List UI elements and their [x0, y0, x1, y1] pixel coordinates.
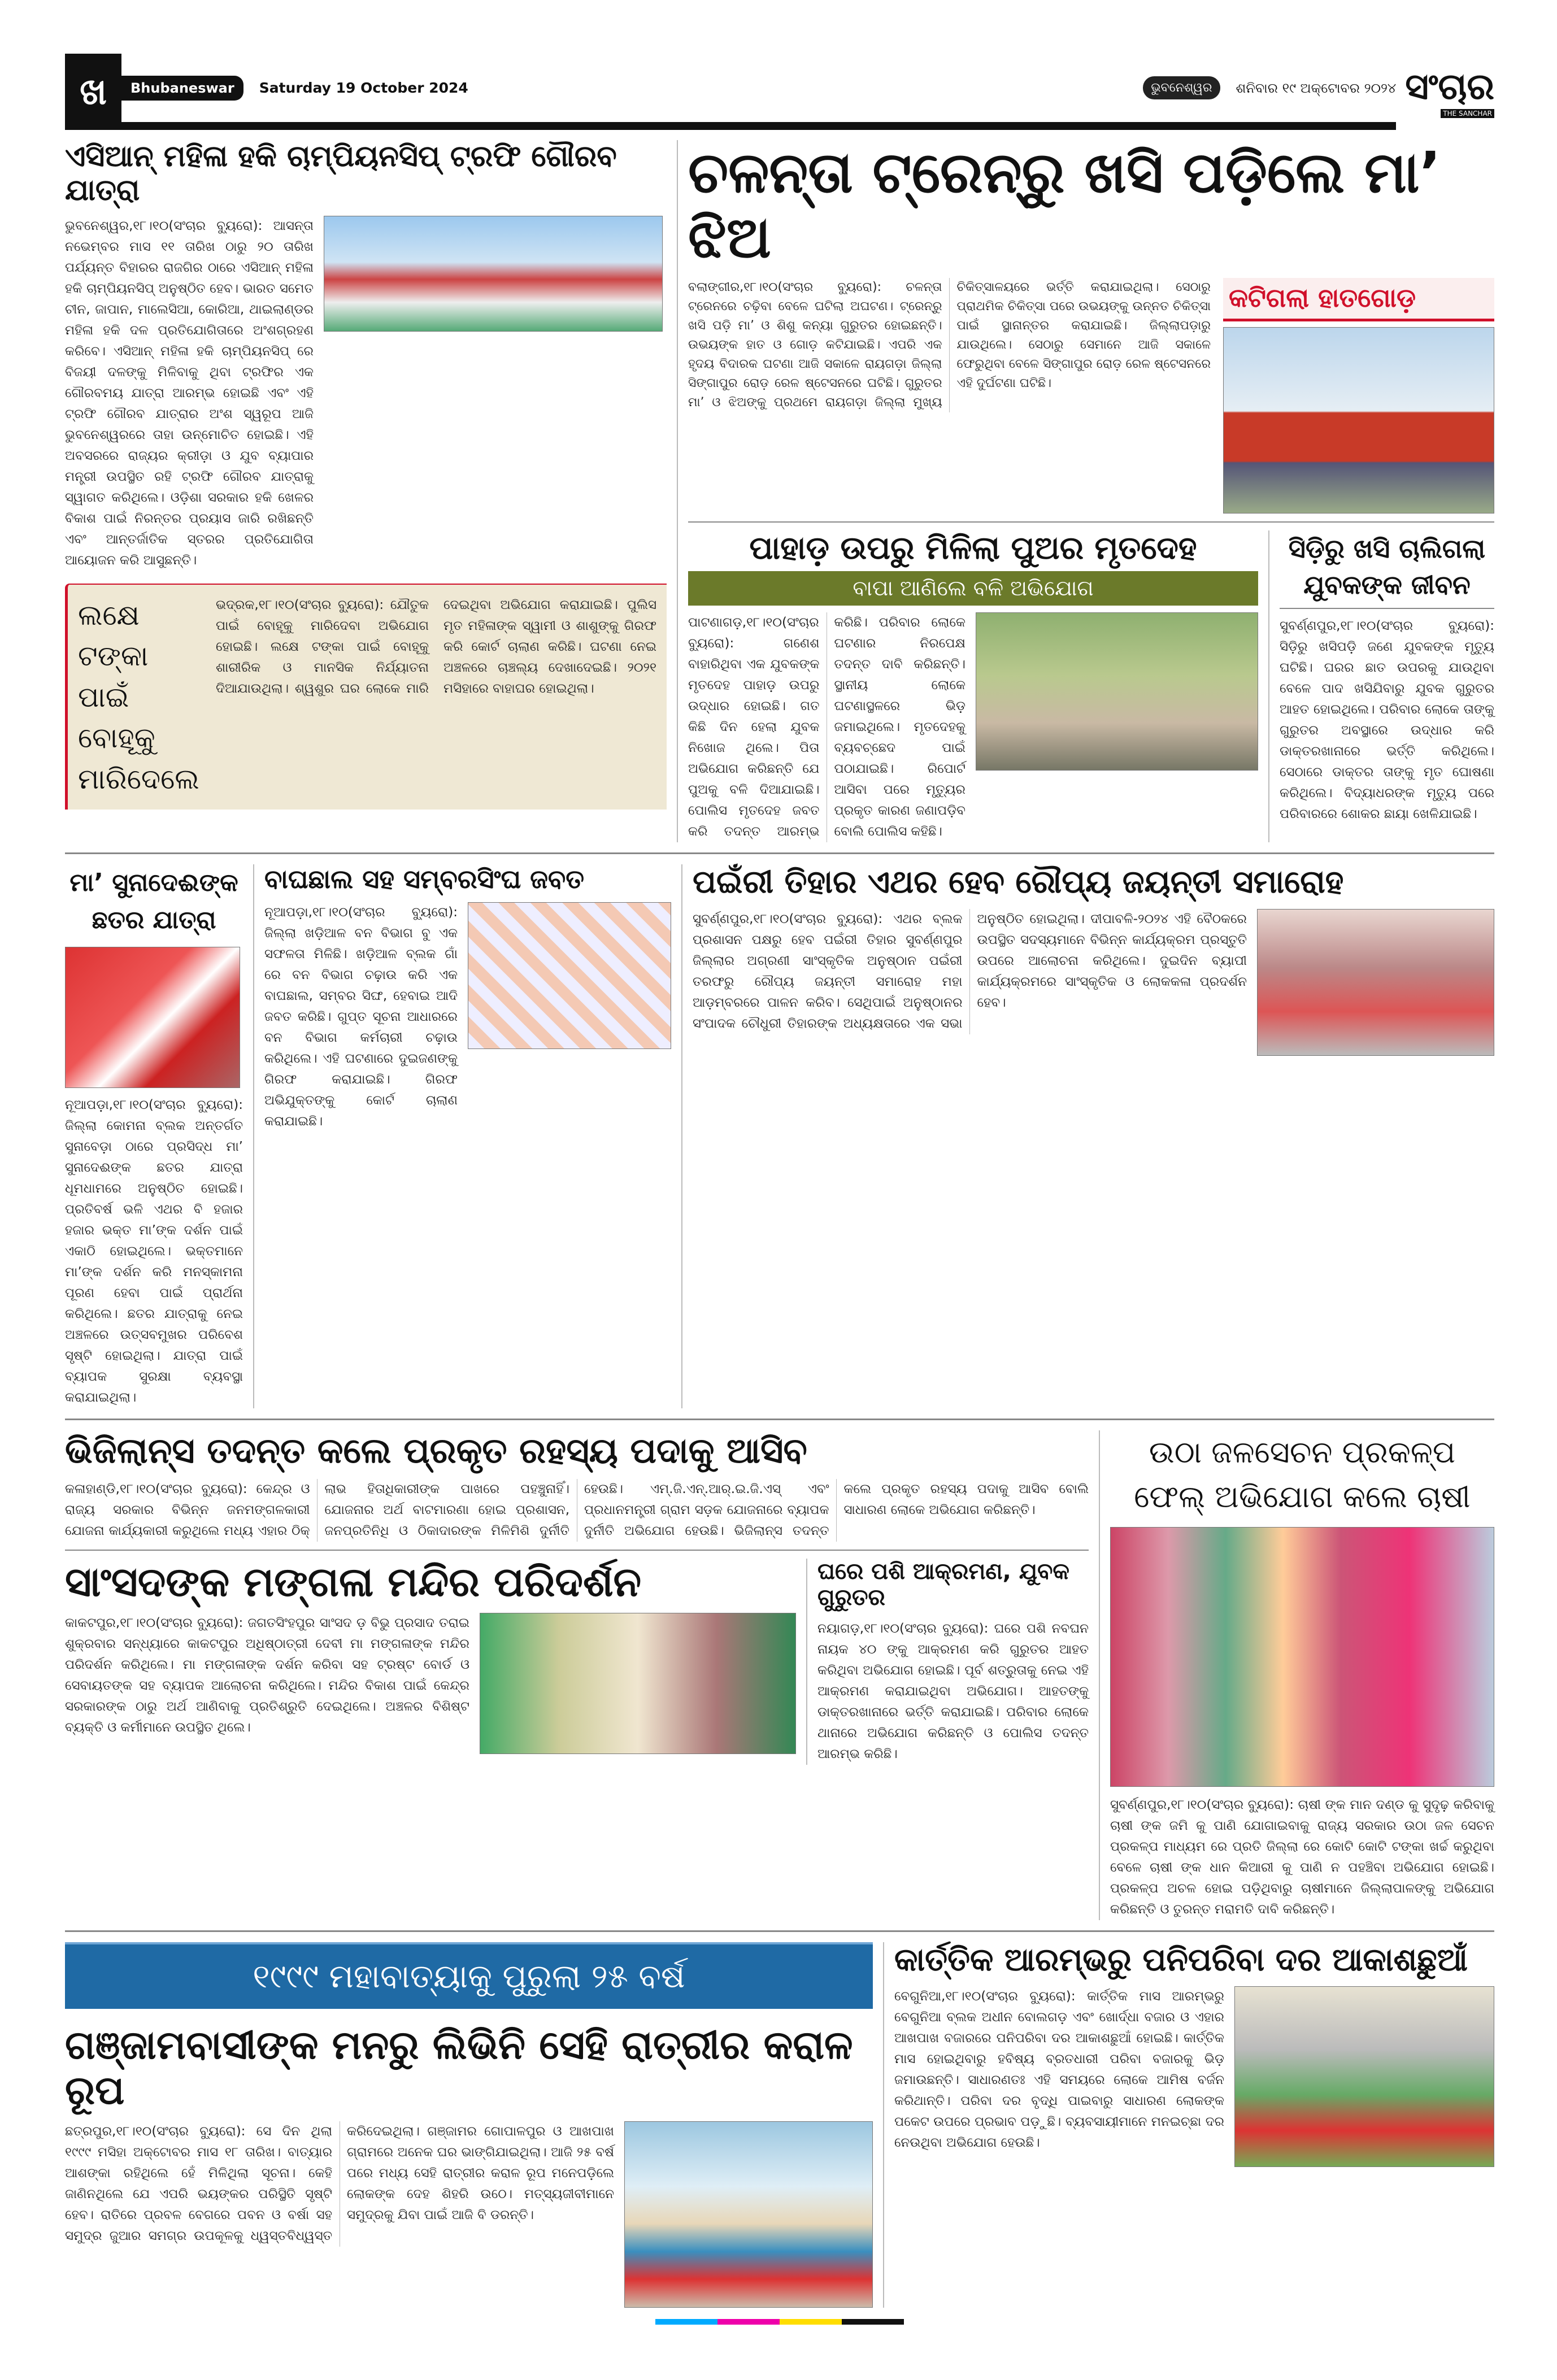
article-lift-irrigation	[1099, 1430, 1494, 1920]
hockey-team-photo	[324, 216, 663, 332]
left-column	[65, 140, 667, 810]
section-divider	[65, 852, 1494, 854]
date-label-odia: ଶନିବାର ୧୯ ଅକ୍ଟୋବର ୨୦୨୪	[1236, 80, 1397, 96]
article-body-on-hill	[688, 530, 1258, 842]
headline: ପଇଁରୀ ତିହାର ଏଥର ହେବ ରୌପ୍ୟ ଜୟନ୍ତୀ ସମାରୋହ	[693, 864, 1344, 901]
masthead-main	[121, 54, 1396, 130]
masthead-rule	[121, 122, 1396, 130]
headline: ଗଞ୍ଜାମବାସୀଙ୍କ ମନରୁ ଲିଭିନି ସେହି ରାତ୍ରୀର କରାଳ ରୂପ	[65, 2021, 853, 2114]
article-body: ପାଟଣାଗଡ଼,୧୮।୧୦(ସଂଚାର ବ୍ୟୁରୋ): ଗଣେଶ ବାହାରିଥିବା ଏକ ଯୁବକଙ୍କ ମୃତଦେହ ପାହାଡ଼ ଉପରୁ ଉଦ୍ଧାର ହୋଇଛି। ଗତ କିଛି ଦିନ ହେଲା ଯୁବକ ନିଖୋଜ ଥିଲେ। ପିତା ଅଭିଯୋଗ କରିଛନ୍ତି ଯେ ପୁଅକୁ ବଳି ଦିଆଯାଇଛି। ପୋଲିସ ମୃତଦେହ ଜବତ କରି ତଦନ୍ତ ଆରମ୍ଭ କରିଛି। ପରିବାର ଲୋକେ ଘଟଣାର ନିରପେକ୍ଷ ତଦନ୍ତ ଦାବି କରିଛନ୍ତି। ସ୍ଥାନୀୟ ଲୋକେ ଘଟଣାସ୍ଥଳରେ ଭିଡ଼ ଜମାଇଥିଲେ। ମୃତଦେହକୁ ବ୍ୟବଚ୍ଛେଦ ପାଇଁ ପଠାଯାଇଛି। ରିପୋର୍ଟ ଆସିବା ପରେ ମୃତ୍ୟୁର ପ୍ରକୃତ କାରଣ ଜଣାପଡ଼ିବ ବୋଲି ପୋଲିସ କହିଛି।	[688, 615, 965, 839]
headline: ପାହାଡ଼ ଉପରୁ ମିଳିଲା ପୁଅର ମୃତଦେହ	[749, 530, 1197, 567]
article-body: ସୁବର୍ଣ୍ଣପୁର,୧୮।୧୦(ସଂଚାର ବ୍ୟୁରୋ): ସିଡ଼ିରୁ ଖସିପଡ଼ି ଜଣେ ଯୁବକଙ୍କ ମୃତ୍ୟୁ ଘଟିଛି। ଘରର ଛାତ ଉପରକୁ ଯାଉଥିବା ବେଳେ ପାଦ ଖସିଯିବାରୁ ଯୁବକ ଗୁରୁତର ଆହତ ହୋଇଥିଲେ। ପରିବାର ଲୋକେ ତାଙ୍କୁ ଗୁରୁତର ଅବସ୍ଥାରେ ଉଦ୍ଧାର କରି ଡାକ୍ତରଖାନାରେ ଭର୍ତ୍ତି କରିଥିଲେ। ସେଠାରେ ଡାକ୍ତର ତାଙ୍କୁ ମୃତ ଘୋଷଣା କରିଥିଲେ। ବିଦ୍ୟାଧରଙ୍କ ମୃତ୍ୟୁ ପରେ ପରିବାରରେ ଶୋକର ଛାୟା ଖେଳିଯାଇଛି।	[1280, 618, 1494, 821]
newspaper-logo: ସଂଚାର	[1405, 66, 1494, 108]
article-dowry-murder	[65, 584, 667, 810]
city-label-odia: ଭୁବନେଶ୍ୱର	[1143, 76, 1220, 99]
lower-left-column	[65, 1430, 1089, 1764]
crowd-photo	[976, 612, 1258, 771]
article-tiger-skin-seized	[253, 864, 671, 1408]
logo-block	[1396, 54, 1494, 130]
article-vegetable-prices	[883, 1942, 1494, 2308]
article-body: କଳାହାଣ୍ଡି,୧୮।୧୦(ସଂଚାର ବ୍ୟୁରୋ): କେନ୍ଦ୍ର ଓ ରାଜ୍ୟ ସରକାର ବିଭିନ୍ନ ଜନମଙ୍ଗଳକାରୀ ଯୋଜନା କାର୍ଯ୍ୟକାରୀ କରୁଥିଲେ ମଧ୍ୟ ଏହାର ଠିକ୍ ଲାଭ ହିତାଧିକାରୀଙ୍କ ପାଖରେ ପହଞ୍ଚୁନାହିଁ। ଯୋଜନାର ଅର୍ଥ ବାଟମାରଣା ହୋଇ ପ୍ରଶାସନ, ଜନପ୍ରତିନିଧି ଓ ଠିକାଦାରଙ୍କ ମିଳିମିଶି ଦୁର୍ନୀତି ହେଉଛି। ଏମ୍.ଜି.ଏନ୍.ଆର୍.ଇ.ଜି.ଏସ୍ ଏବଂ ପ୍ରଧାନମନ୍ତ୍ରୀ ଗ୍ରାମ ସଡ଼କ ଯୋଜନାରେ ବ୍ୟାପକ ଦୁର୍ନୀତି ଅଭିଯୋଗ ହେଉଛି। ଭିଜିଲାନ୍ସ ତଦନ୍ତ କଲେ ପ୍ରକୃତ ରହସ୍ୟ ପଦାକୁ ଆସିବ ବୋଲି ସାଧାରଣ ଲୋକେ ଅଭିଯୋଗ କରିଛନ୍ତି।	[65, 1481, 1089, 1538]
article-house-attack	[806, 1559, 1089, 1765]
article-ganjam-cyclone	[65, 1942, 873, 2308]
farmers-photo	[1110, 1527, 1494, 1787]
article-body: ନୂଆପଡ଼ା,୧୮।୧୦(ସଂଚାର ବ୍ୟୁରୋ): ଜିଲ୍ଲା କୋମନା ବ୍ଲକ ଅନ୍ତର୍ଗତ ସୁନାବେଡ଼ା ଠାରେ ପ୍ରସିଦ୍ଧ ମା’ ସୁନାଦେଈଙ୍କ ଛତର ଯାତ୍ରା ଧୂମଧାମରେ ଅନୁଷ୍ଠିତ ହୋଇଛି। ପ୍ରତିବର୍ଷ ଭଳି ଏଥର ବି ହଜାର ହଜାର ଭକ୍ତ ମା’ଙ୍କ ଦର୍ଶନ ପାଇଁ ଏକାଠି ହୋଇଥିଲେ। ଭକ୍ତମାନେ ମା’ଙ୍କ ଦର୍ଶନ କରି ମନସ୍କାମନା ପୂରଣ ହେବା ପାଇଁ ପ୍ରାର୍ଥନା କରିଥିଲେ। ଛତର ଯାତ୍ରାକୁ ନେଇ ଅଞ୍ଚଳରେ ଉତ୍ସବମୁଖର ପରିବେଶ ସୃଷ୍ଟି ହୋଇଥିଲା। ଯାତ୍ରା ପାଇଁ ବ୍ୟାପକ ସୁରକ୍ଷା ବ୍ୟବସ୍ଥା କରାଯାଇଥିଲା।	[65, 1098, 243, 1406]
temple-visit-photo	[480, 1613, 796, 1754]
right-column	[677, 140, 1494, 842]
article-body: ଛତ୍ରପୁର,୧୮।୧୦(ସଂଚାର ବ୍ୟୁରୋ): ସେ ଦିନ ଥିଲା ୧୯୯୯ ମସିହା ଅକ୍ଟୋବର ମାସ ୧୮ ତାରିଖ। ବାତ୍ୟାର ଆଶଙ୍କା ରହିଥିଲେ ହେଁ ମିଳିଥିଲା ସୂଚନା। କେହି ଜାଣିନଥିଲେ ଯେ ଏପରି ଭୟଙ୍କର ପରିସ୍ଥିତି ସୃଷ୍ଟି ହେବ। ରାତିରେ ପ୍ରବଳ ବେଗରେ ପବନ ଓ ବର୍ଷା ସହ ସମୁଦ୍ର ଜୁଆର ସମଗ୍ର ଉପକୂଳକୁ ଧ୍ୱସ୍ତବିଧ୍ୱସ୍ତ କରିଦେଇଥିଲା। ଗଞ୍ଜାମର ଗୋପାଳପୁର ଓ ଆଖପାଖ ଗ୍ରାମରେ ଅନେକ ଘର ଭାଙ୍ଗିଯାଇଥିଲା। ଆଜି ୨୫ ବର୍ଷ ପରେ ମଧ୍ୟ ସେହି ରାତ୍ରୀର କରାଳ ରୂପ ମନେପଡ଼ିଲେ ଲୋକଙ୍କ ଦେହ ଶିହରି ଉଠେ। ମତ୍ସ୍ୟଜୀବୀମାନେ ସମୁଦ୍ରକୁ ଯିବା ପାଇଁ ଆଜି ବି ଡରନ୍ତି।	[65, 2124, 614, 2243]
date-label: Saturday 19 October 2024	[259, 80, 468, 96]
section-lower	[65, 1430, 1494, 1920]
print-registration-bar	[655, 2319, 904, 2325]
article-painri-jubilee	[681, 864, 1494, 1408]
article-body: ବଲାଙ୍ଗୀର,୧୮।୧୦(ସଂଚାର ବ୍ୟୁରୋ): ଚଳନ୍ତା ଟ୍ରେନରେ ଚଢ଼ିବା ବେଳେ ଘଟିଲା ଅଘଟଣ। ଟ୍ରେନ୍‌ରୁ ଖସି ପଡ଼ି ମା’ ଓ ଶିଶୁ କନ୍ୟା ଗୁରୁତର ହୋଇଛନ୍ତି। ଉଭୟଙ୍କ ହାତ ଓ ଗୋଡ଼ କଟିଯାଇଛି। ଏପରି ଏକ ହୃଦୟ ବିଦାରକ ଘଟଣା ଆଜି ସକାଳେ ରାୟଗଡ଼ା ଜିଲ୍ଲା ସିଙ୍ଗାପୁର ରୋଡ଼ ରେଳ ଷ୍ଟେସନରେ ଘଟିଛି। ଗୁରୁତର ମା’ ଓ ଝିଅଙ୍କୁ ପ୍ରଥମେ ରାୟଗଡ଼ା ଜିଲ୍ଲା ମୁଖ୍ୟ ଚିକିତ୍ସାଳୟରେ ଭର୍ତ୍ତି କରାଯାଇଥିଲା। ସେଠାରୁ ପ୍ରାଥମିକ ଚିକିତ୍ସା ପରେ ଉଭୟଙ୍କୁ ଉନ୍ନତ ଚିକିତ୍ସା ପାଇଁ ସ୍ଥାନାନ୍ତର କରାଯାଇଛି। ଜିଲ୍ଲାପଡ଼ାରୁ ଯାଉଥିଲେ। ସେଠାରୁ ସେମାନେ ଆଜି ସକାଳେ ଫେରୁଥିବା ବେଳେ ସିଙ୍ଗାପୁର ରୋଡ଼ ରେଳ ଷ୍ଟେସନରେ ଏହି ଦୁର୍ଘଟଣା ଘଟିଛି।	[688, 280, 1211, 410]
article-body: ବେଗୁନିଆ,୧୮।୧୦(ସଂଚାର ବ୍ୟୁରୋ): କାର୍ତ୍ତିକ ମାସ ଆରମ୍ଭରୁ ବେଗୁନିଆ ବ୍ଲକ ଅଧୀନ ବୋଲଗଡ଼ ଏବଂ ଖୋର୍ଦ୍ଧା ବଜାର ଓ ଏହାର ଆଖପାଖ ବଜାରରେ ପନିପରିବା ଦର ଆକାଶଛୁଆଁ ହୋଇଛି। କାର୍ତ୍ତିକ ମାସ ହୋଇଥିବାରୁ ହବିଷ୍ୟ ବ୍ରତଧାରୀ ପରିବା ବଜାରକୁ ଭିଡ଼ ଜମାଉଛନ୍ତି। ସାଧାରଣତଃ ଏହି ସମୟରେ ଲୋକେ ଆମିଷ ବର୍ଜନ କରିଥାନ୍ତି। ପରିବା ଦର ବୃଦ୍ଧି ପାଇବାରୁ ସାଧାରଣ ଲୋକଙ୍କ ପକେଟ ଉପରେ ପ୍ରଭାବ ପଡ଼ୁଛି। ବ୍ୟବସାୟୀମାନେ ମନଇଚ୍ଛା ଦର ନେଉଥିବା ଅଭିଯୋଗ ହେଉଛି।	[894, 1989, 1224, 2151]
headline: ଏସିଆନ୍ ମହିଳା ହକି ଚାମ୍ପିୟନସିପ୍ ଟ୍ରଫି ଗୌରବ ଯାତ୍ରା	[65, 140, 617, 207]
article-body: ନୂଆପଡ଼ା,୧୮।୧୦(ସଂଚାର ବ୍ୟୁରୋ): ଜିଲ୍ଲା ଖଡ଼ିଆଳ ବନ ବିଭାଗ ବୁ ଏକ ସଫଳତା ମିଳିଛି। ଖଡ଼ିଆଳ ବ୍ଲକ ଗାଁ ରେ ବନ ବିଭାଗ ଚଢ଼ାଉ କରି ଏକ ବାଘଛାଲ, ସମ୍ବର ସିଙ୍ଘ, ହେବାଇ ଆଦି ଜବତ କରିଛି। ଗୁପ୍ତ ସୂଚନା ଆଧାରରେ ବନ ବିଭାଗ କର୍ମଚାରୀ ଚଢ଼ାଉ କରିଥିଲେ। ଏହି ଘଟଣାରେ ଦୁଇଜଣଙ୍କୁ ଗିରଫ କରାଯାଇଛି। ଗିରଫ ଅଭିଯୁକ୍ତଙ୍କୁ କୋର୍ଟ ଚାଲାଣ କରାଯାଇଛି।	[264, 905, 458, 1129]
section-top	[65, 140, 1494, 842]
article-body: ସୁବର୍ଣ୍ଣପୁର,୧୮।୧୦(ସଂଚାର ବ୍ୟୁରୋ): ଏଥର ବ୍ଲକ ପ୍ରଶାସନ ପକ୍ଷରୁ ହେବ ପଇଁରୀ ତିହାର ସୁବର୍ଣ୍ଣପୁର ଜିଲ୍ଲାର ଅଗ୍ରଣୀ ସାଂସ୍କୃତିକ ଅନୁଷ୍ଠାନ ପଇଁରୀ ତରଫରୁ ରୌପ୍ୟ ଜୟନ୍ତୀ ସମାରୋହ ମହା ଆଡ଼ମ୍ବରରେ ପାଳନ କରିବ। ସେଥିପାଇଁ ଅନୁଷ୍ଠାନର ସଂପାଦକ ଚୌଧୁରୀ ତିହାରଙ୍କ ଅଧ୍ୟକ୍ଷତାରେ ଏକ ସଭା ଅନୁଷ୍ଠିତ ହୋଇଥିଲା। ଦୀପାବଳି-୨୦୨୪ ଏହି ବୈଠକରେ ଉପସ୍ଥିତ ସଦସ୍ୟମାନେ ବିଭିନ୍ନ କାର୍ଯ୍ୟକ୍ରମ ପ୍ରସ୍ତୁତି ଉପରେ ଆଲୋଚନା କରିଥିଲେ। ଦୁଇଦିନ ବ୍ୟାପୀ କାର୍ଯ୍ୟକ୍ରମରେ ସାଂସ୍କୃତିକ ଓ ଲୋକକଳା ପ୍ରଦର୍ଶନ ହେବ।	[693, 911, 1247, 1031]
headline: ସିଡ଼ିରୁ ଖସି ଚାଲିଗଲା ଯୁବକଙ୍କ ଜୀବନ	[1280, 530, 1494, 609]
page-letter-block	[65, 54, 121, 130]
article-sunadei-yatra	[65, 864, 243, 1408]
headline: ଘରେ ପଶି ଆକ୍ରମଣ, ଯୁବକ ଗୁରୁତର	[817, 1558, 1069, 1611]
headline: ଭିଜିଲାନ୍ସ ତଦନ୍ତ କଲେ ପ୍ରକୃତ ରହସ୍ୟ ପଦାକୁ ଆସିବ	[65, 1430, 807, 1472]
article-stair-fall	[1268, 530, 1494, 842]
vegetable-market-photo	[1234, 1986, 1494, 2167]
headline: ବାଘଛାଲ ସହ ସମ୍ବରସିଂଘ ଜବତ	[264, 864, 585, 895]
article-body: ନୟାଗଡ଼,୧୮।୧୦(ସଂଚାର ବ୍ୟୁରୋ): ଘରେ ପଶି ନବଘନ ନାୟକ ୪୦ ଙ୍କୁ ଆକ୍ରମଣ କରି ଗୁରୁତର ଆହତ କରିଥିବା ଅଭିଯୋଗ ହୋଇଛି। ପୂର୍ବ ଶତ୍ରୁତାକୁ ନେଇ ଏହି ଆକ୍ରମଣ କରାଯାଇଥିବା ଅଭିଯୋଗ। ଆହତଙ୍କୁ ଡାକ୍ତରଖାନାରେ ଭର୍ତ୍ତି କରାଯାଇଛି। ପରିବାର ଲୋକେ ଥାନାରେ ଅଭିଯୋଗ କରିଛନ୍ତି ଓ ପୋଲିସ ତଦନ୍ତ ଆରମ୍ଭ କରିଛି।	[817, 1621, 1089, 1761]
headline: ମା’ ସୁନାଦେଈଙ୍କ ଛତର ଯାତ୍ରା	[69, 868, 238, 935]
kicker-father-alleges-sacrifice: ବାପା ଆଣିଲେ ବଳି ଅଭିଯୋଗ	[688, 571, 1258, 606]
cyclone-anniversary-banner	[65, 1942, 873, 2009]
section-divider	[65, 1930, 1494, 1932]
meeting-group-photo	[1257, 909, 1494, 1056]
section-divider	[688, 521, 1494, 523]
section-divider	[65, 1550, 1089, 1551]
fishermen-boat-photo	[624, 2121, 873, 2308]
headline: ଚଳନ୍ତା ଟ୍ରେନ୍‌ରୁ ଖସି ପଡ଼ିଲେ ମା’ ଝିଅ	[688, 140, 1441, 271]
headline: ଲକ୍ଷେ ଟଙ୍କା ପାଇଁ ବୋହୂକୁ ମାରିଦେଲେ	[78, 598, 199, 795]
article-body: ଭୁବନେଶ୍ୱର,୧୮।୧୦(ସଂଚାର ବ୍ୟୁରୋ): ଆସନ୍ତା ନଭେମ୍ବର ମାସ ୧୧ ତାରିଖ ଠାରୁ ୨୦ ତାରିଖ ପର୍ଯ୍ୟନ୍ତ ବିହାରର ରାଜଗିର ଠାରେ ଏସିଆନ୍ ମହିଳା ହକି ଚାମ୍ପିୟନସିପ୍ ଅନୁଷ୍ଠିତ ହେବ। ଭାରତ ସମେତ ଚୀନ, ଜାପାନ, ମାଲେସିଆ, କୋରିଆ, ଥାଇଲାଣ୍ଡର ମହିଳା ହକି ଦଳ ପ୍ରତିଯୋଗିତାରେ ଅଂଶଗ୍ରହଣ କରିବେ। ଏସିଆନ୍ ମହିଳା ହକି ଚାମ୍ପିୟନସିପ୍ ରେ ବିଜୟୀ ଦଳଙ୍କୁ ମିଳିବାକୁ ଥିବା ଟ୍ରଫିର ଏକ ଗୌରବମୟ ଯାତ୍ରା ଆରମ୍ଭ ହୋଇଛି ଏବଂ ଏହି ଟ୍ରଫି ଗୌରବ ଯାତ୍ରାର ଅଂଶ ସ୍ୱରୂପ ଆଜି ଭୁବନେଶ୍ୱରରେ ତାହା ଉନ୍ମୋଚିତ ହୋଇଛି। ଏହି ଅବସରରେ ରାଜ୍ୟର କ୍ରୀଡ଼ା ଓ ଯୁବ ବ୍ୟାପାର ମନ୍ତ୍ରୀ ଉପସ୍ଥିତ ରହି ଟ୍ରଫି ଗୌରବ ଯାତ୍ରାକୁ ସ୍ୱାଗତ କରିଥିଲେ। ଓଡ଼ିଶା ସରକାର ହକି ଖେଳର ବିକାଶ ପାଇଁ ନିରନ୍ତର ପ୍ରୟାସ ଜାରି ରଖିଛନ୍ତି ଏବଂ ଆନ୍ତର୍ଜାତିକ ସ୍ତରର ପ୍ରତିଯୋଗିତା ଆୟୋଜନ କରି ଆସୁଛନ୍ତି।	[65, 218, 314, 568]
festival-photo	[65, 947, 240, 1088]
headline: କାର୍ତ୍ତିକ ଆରମ୍ଭରୁ ପନିପରିବା ଦର ଆକାଶଛୁଆଁ	[894, 1941, 1468, 1978]
article-vigilance-probe	[65, 1430, 1089, 1541]
train-photo	[1223, 327, 1494, 514]
headline: ସାଂସଦଙ୍କ ମଙ୍ଗଳା ମନ୍ଦିର ପରିଦର୍ଶନ	[65, 1557, 642, 1605]
section-middle	[65, 864, 1494, 1408]
section-bottom	[65, 1942, 1494, 2308]
article-body: କାକଟପୁର,୧୮।୧୦(ସଂଚାର ବ୍ୟୁରୋ): ଜଗତସିଂହପୁର ସାଂସଦ ଡ଼ ବିଭୁ ପ୍ରସାଦ ତରାଇ ଶୁକ୍ରବାର ସନ୍ଧ୍ୟାରେ କାକଟପୁର ଅଧିଷ୍ଠାତ୍ରୀ ଦେବୀ ମା ମଙ୍ଗଳାଙ୍କ ମନ୍ଦିର ପରିଦର୍ଶନ କରିଥିଲେ। ମା ମଙ୍ଗଳାଙ୍କ ଦର୍ଶନ କରିବା ସହ ଟ୍ରଷ୍ଟ ବୋର୍ଡ ଓ ସେବାୟତଙ୍କ ସହ ବ୍ୟାପକ ଆଲୋଚନା କରିଥିଲେ। ମନ୍ଦିର ବିକାଶ ପାଇଁ କେନ୍ଦ୍ର ସରକାରଙ୍କ ଠାରୁ ଅର୍ଥ ଆଣିବାକୁ ପ୍ରତିଶ୍ରୁତି ଦେଇଥିଲେ। ଅଞ୍ଚଳର ବିଶିଷ୍ଟ ବ୍ୟକ୍ତି ଓ କର୍ମୀମାନେ ଉପସ୍ଥିତ ଥିଲେ।	[65, 1616, 469, 1735]
article-train-accident	[688, 140, 1494, 514]
newspaper-logo-sub: THE SANCHAR	[1441, 109, 1494, 118]
article-body: ଭଦ୍ରକ,୧୮।୧୦(ସଂଚାର ବ୍ୟୁରୋ): ଯୌତୁକ ପାଇଁ ବୋହୂକୁ ମାରିଦେବା ଅଭିଯୋଗ ହୋଇଛି। ଲକ୍ଷେ ଟଙ୍କା ପାଇଁ ବୋହୂକୁ ଶାରୀରିକ ଓ ମାନସିକ ନିର୍ଯ୍ୟାତନା ଦିଆଯାଉଥିଲା। ଶ୍ୱଶୁର ଘର ଲୋକେ ମାରି ଦେଇଥିବା ଅଭିଯୋଗ କରାଯାଇଛି। ପୁଲିସ ମୃତ ମହିଳାଙ୍କ ସ୍ୱାମୀ ଓ ଶାଶୁଙ୍କୁ ଗିରଫ କରି କୋର୍ଟ ଚାଲାଣ କରିଛି। ଘଟଣା ନେଇ ଅଞ୍ଚଳରେ ଚାଞ୍ଚଲ୍ୟ ଦେଖାଦେଇଛି। ୨୦୨୧ ମସିହାରେ ବାହାଘର ହୋଇଥିଲା।	[216, 597, 656, 696]
city-label: Bhubaneswar	[121, 76, 243, 101]
headline: ଉଠା ଜଳସେଚନ ପ୍ରକଳ୍ପ ଫେଲ୍ ଅଭିଯୋଗ କଲେ ଚାଷୀ	[1134, 1434, 1471, 1515]
banner-text: ୧୯୯୯ ମହାବାତ୍ୟାକୁ ପୁରୁଲା ୨୫ ବର୍ଷ	[253, 1956, 685, 1995]
page-letter: ଖ	[80, 71, 107, 113]
seized-items-photo	[468, 902, 671, 1049]
masthead	[65, 54, 1494, 130]
article-body: ସୁବର୍ଣ୍ଣପୁର,୧୮।୧୦(ସଂଚାର ବ୍ୟୁରୋ): ଚାଷୀ ଙ୍କ ମାନ ଦଣ୍ଡ କୁ ସୁଦୃଢ଼ କରିବାକୁ ଚାଷୀ ଙ୍କ ଜମି କୁ ପାଣି ଯୋଗାଇବାକୁ ରାଜ୍ୟ ସରକାର ଉଠା ଜଳ ସେଚନ ପ୍ରକଳ୍ପ ମାଧ୍ୟମ ରେ ପ୍ରତି ଜିଲ୍ଲା ରେ କୋଟି କୋଟି ଟଙ୍କା ଖର୍ଚ୍ଚ କରୁଥିବା ବେଳେ ଚାଷୀ ଙ୍କ ଧାନ କିଆରୀ କୁ ପାଣି ନ ପହଞ୍ଚିବା ଅଭିଯୋଗ ହୋଇଛି। ପ୍ରକଳ୍ପ ଅଚଳ ହୋଇ ପଡ଼ିଥିବାରୁ ଚାଷୀମାନେ ଜିଲ୍ଲାପାଳଙ୍କୁ ଅଭିଯୋଗ କରିଛନ୍ତି ଓ ତୁରନ୍ତ ମରାମତି ଦାବି କରିଛନ୍ତି।	[1110, 1797, 1494, 1917]
article-asian-hockey	[65, 140, 667, 571]
kicker-hand-leg-cut: କଟିଗଲା ହାତଗୋଡ଼	[1223, 278, 1494, 321]
article-mp-temple-visit	[65, 1559, 796, 1755]
section-divider	[65, 1419, 1494, 1420]
